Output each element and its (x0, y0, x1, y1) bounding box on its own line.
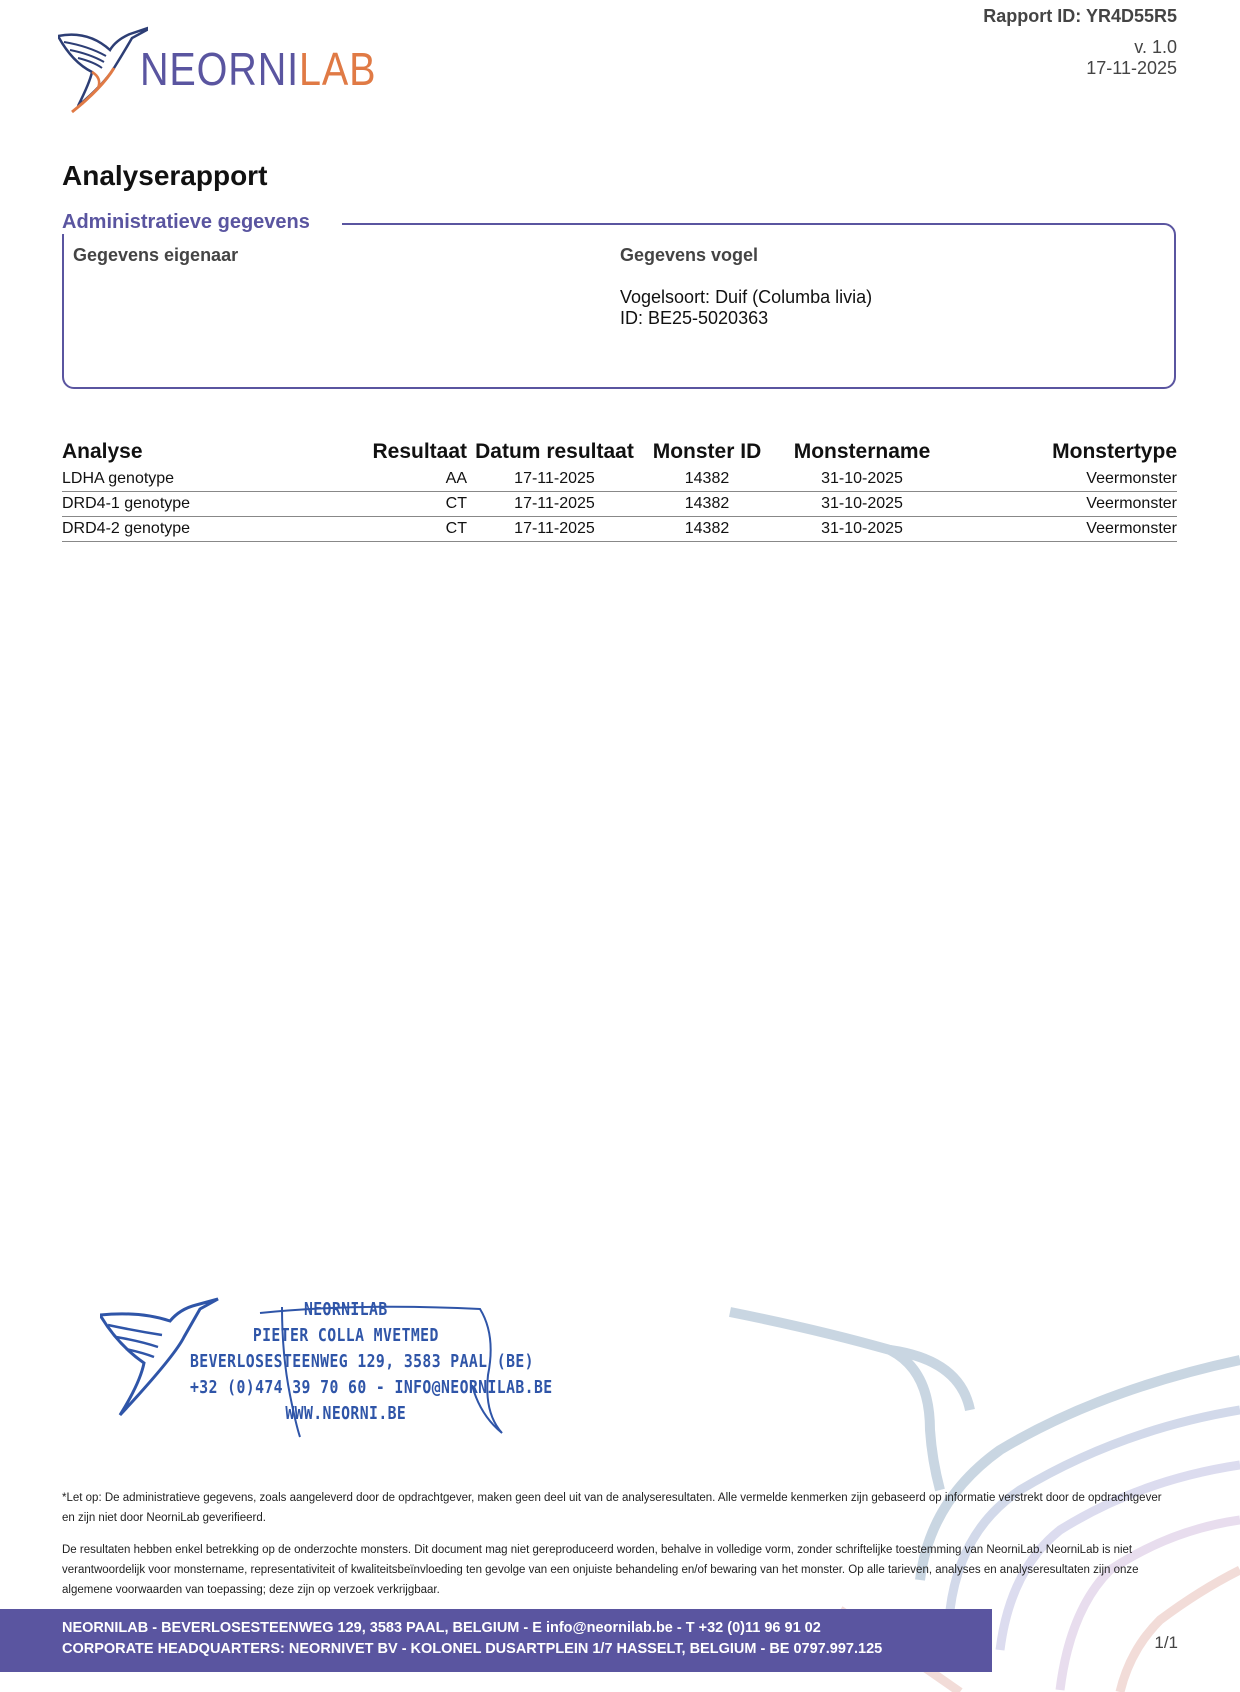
report-id: Rapport ID: YR4D55R5 (983, 6, 1177, 26)
cell-monstername: 31-10-2025 (772, 467, 952, 492)
owner-heading: Gegevens eigenaar (73, 245, 239, 265)
bird-heading: Gegevens vogel (620, 245, 759, 265)
cell-analyse: DRD4-2 genotype (62, 517, 342, 542)
cell-datum-resultaat: 17-11-2025 (467, 492, 642, 517)
column-header-monstername: Monstername (793, 440, 931, 463)
cell-resultaat: CT (342, 492, 467, 517)
footer-address: NEORNILAB - BEVERLOSESTEENWEG 129, 3583 PAAL, BELGIUM - E info@neornilab.be - T +32 (0)11 96 91 02 (62, 1620, 821, 1636)
cell-datum-resultaat: 17-11-2025 (467, 517, 642, 542)
report-meta (983, 6, 1177, 79)
logo-text-neorni: NEORNI (140, 43, 300, 95)
report-version: v. 1.0 (1134, 37, 1177, 57)
page-title: Analyserapport (62, 160, 268, 191)
column-header-analyse: Analyse (62, 440, 143, 463)
lab-stamp (190, 1297, 553, 1427)
cell-resultaat: CT (342, 517, 467, 542)
cell-monstertype: Veermonster (952, 517, 1177, 542)
cell-monster-id: 14382 (642, 517, 772, 542)
hummingbird-logo-icon (58, 22, 148, 117)
column-header-monstertype: Monstertype (1052, 440, 1177, 463)
report-date: 17-11-2025 (1086, 58, 1177, 78)
cell-analyse: LDHA genotype (62, 467, 342, 492)
neornilab-logo (58, 22, 378, 117)
stamp-line: +32 (0)474 39 70 60 - INFO@NEORNILAB.BE (190, 1377, 553, 1398)
cell-resultaat: AA (342, 467, 467, 492)
table-header-row (62, 438, 1177, 467)
cell-monstertype: Veermonster (952, 492, 1177, 517)
table-row (62, 467, 1177, 492)
admin-heading: Administratieve gegevens (62, 211, 334, 234)
disclaimer-note: *Let op: De administratieve gegevens, zoals aangeleverd door de opdrachtgever, maken geen deel uit van de analyseresultaten. Alle vermelde kenmerken zijn gebaseerd op informatie verstrekt door de opdrachtgever en zijn niet door NeorniLab geverifieerd. (62, 1492, 1162, 1524)
cell-datum-resultaat: 17-11-2025 (467, 467, 642, 492)
column-header-resultaat: Resultaat (372, 440, 467, 463)
page-number: 1/1 (1154, 1633, 1178, 1652)
bird-id: ID: BE25-5020363 (620, 308, 769, 328)
results-table (62, 438, 1177, 542)
cell-monstername: 31-10-2025 (772, 492, 952, 517)
column-header-datum-resultaat: Datum resultaat (475, 440, 634, 463)
stamp-line: PIETER COLLA MVETMED (252, 1325, 439, 1346)
stamp-line: NEORNILAB (303, 1299, 388, 1320)
disclaimer-terms: De resultaten hebben enkel betrekking op de onderzochte monsters. Dit document mag niet gereproduceerd worden, behalve in volledige vorm, zonder schriftelijke toestemming van NeorniLab. NeorniLab is niet verantwoordelijk voor monstername, representativiteit of kwaliteitsbeïnvloeding ten gevolge van een onjuiste behandeling en/of bewaring van het monster. Op alle tarieven, analyses en analyseresultaten zijn onze algemene voorwaarden van toepassing; deze zijn op verzoek verkrijgbaar. (62, 1544, 1139, 1596)
cell-monster-id: 14382 (642, 467, 772, 492)
bird-species: Vogelsoort: Duif (Columba livia) (620, 287, 873, 307)
cell-monstertype: Veermonster (952, 467, 1177, 492)
logo-text-lab: LAB (299, 43, 377, 95)
cell-monstername: 31-10-2025 (772, 517, 952, 542)
logo-wordmark (140, 42, 376, 96)
footer-headquarters: CORPORATE HEADQUARTERS: NEORNIVET BV - KOLONEL DUSARTPLEIN 1/7 HASSELT, BELGIUM - BE 0797.997.125 (62, 1641, 883, 1657)
table-row (62, 517, 1177, 542)
table-row (62, 492, 1177, 517)
column-header-monster-id: Monster ID (652, 440, 762, 463)
stamp-line: WWW.NEORNI.BE (285, 1403, 407, 1424)
cell-analyse: DRD4-1 genotype (62, 492, 342, 517)
stamp-line: BEVERLOSESTEENWEG 129, 3583 PAAL (BE) (190, 1351, 534, 1372)
cell-monster-id: 14382 (642, 492, 772, 517)
